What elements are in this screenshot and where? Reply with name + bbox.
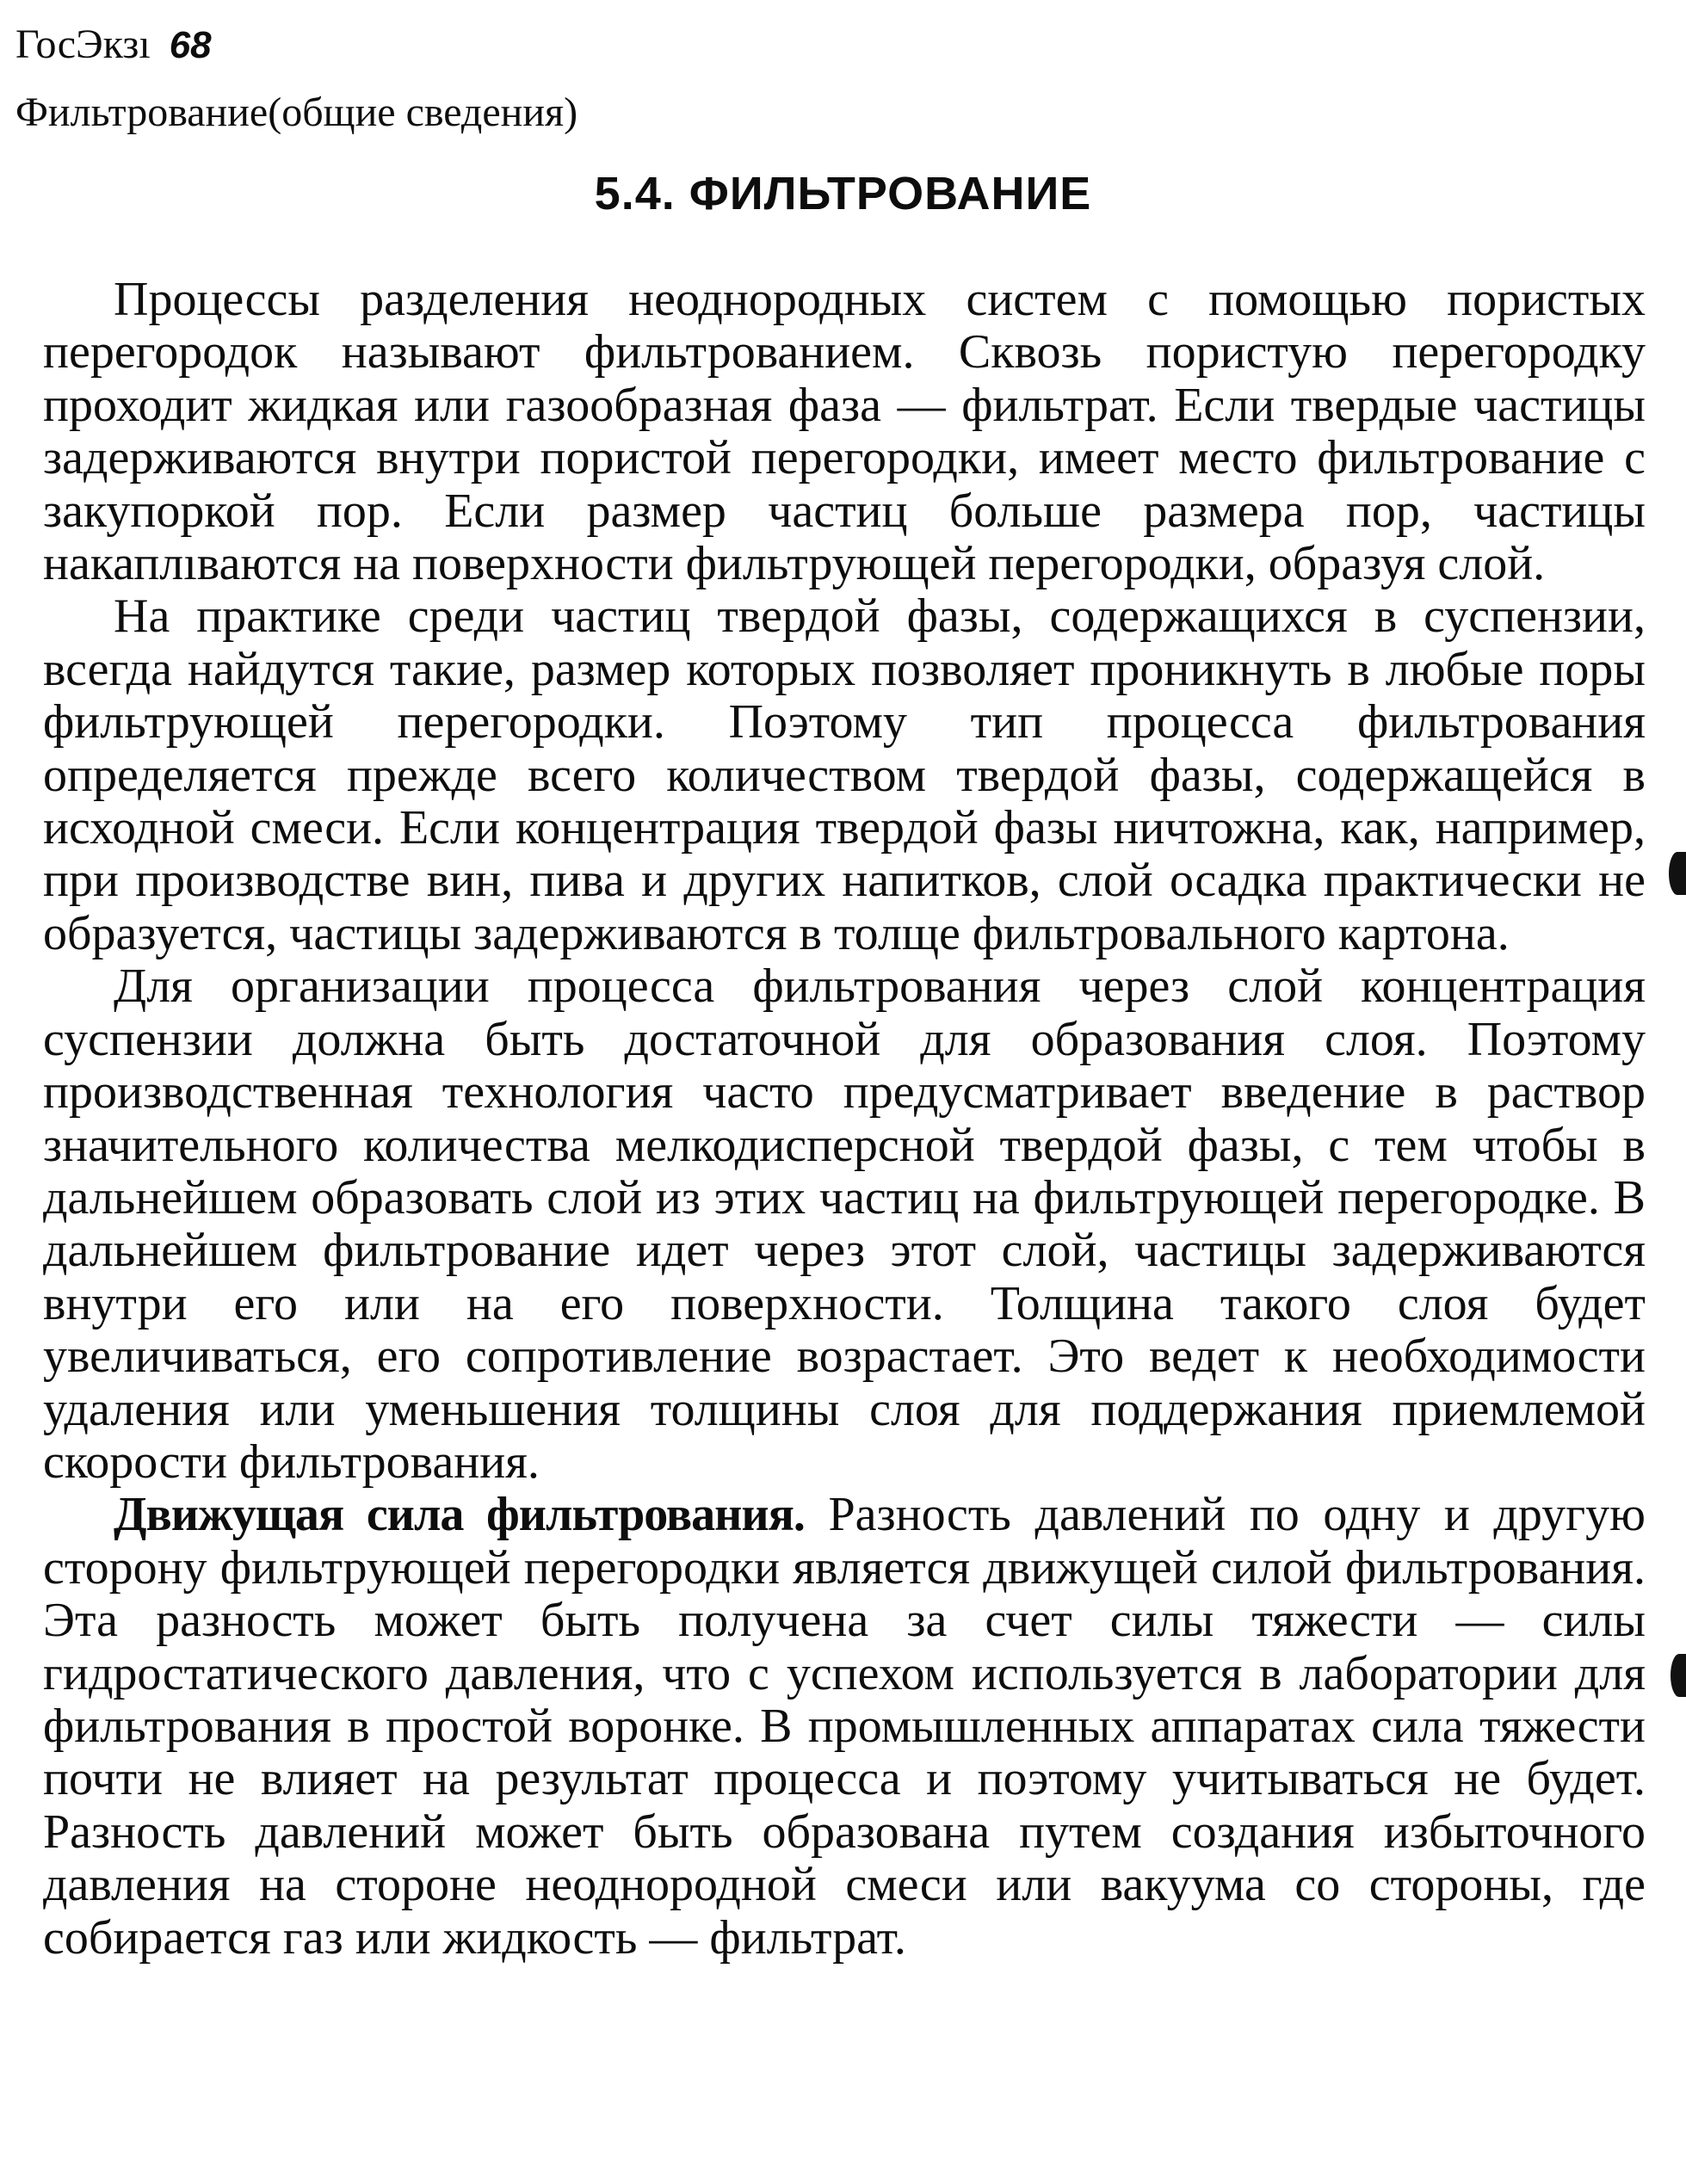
page-header <box>15 19 876 139</box>
running-reference: ГосЭкзı <box>15 22 151 67</box>
header-topic: Фильтрование(общие сведения) <box>15 89 578 135</box>
section-title: 5.4. ФИЛЬТРОВАНИЕ <box>594 168 1092 219</box>
paragraph-2: На практике среди частиц твердой фазы, содержащихся в суспензии, всегда найдутся такие, размер которых позволяет проникнуть в любые поры фильтрующей перегородки. Поэтому тип процесса фильтрования определяется прежде всего количеством твердой фазы, содержащейся в исходной смеси. Если концентрация твердой фазы ничтожна, как, например, при производстве вин, пива и других напитков, слой осадка практически не образуется, частицы задерживаются в толще фильтровального картона. <box>43 589 1646 960</box>
binding-hole-mark <box>1669 852 1686 895</box>
binding-hole-mark <box>1671 1654 1686 1697</box>
header-line <box>15 19 876 71</box>
paragraph-4-text: Разность давлений по одну и другую сторону фильтрующей перегородки является движущей силой фильтрования. Эта разность может быть получена за счет силы тяжести — силы гидростатического давления, что с успехом используется в лаборатории для фильтрования в простой воронке. В промышленных аппаратах сила тяжести почти не влияет на результат процесса и поэтому учитываться не будет. Разность давлений может быть образована путем создания избыточного давления на стороне неоднородной смеси или вакуума со стороны, где собирается газ или жидкость — фильтрат. <box>43 1488 1646 1965</box>
paragraph-4 <box>43 1489 1646 1965</box>
page-number: 68 <box>169 24 212 66</box>
paragraph-4-lead: Движущая сила фильтрования. <box>114 1488 805 1542</box>
paragraph-3: Для организации процесса фильтрования через слой концентрация суспензии должна быть достаточной для образования слоя. Поэтому производственная технология часто предусматривает введение в раствор значительного количества мелкодисперсной твердой фазы, с тем чтобы в дальнейшем образовать слой из этих частиц на фильтрующей перегородке. В дальнейшем фильтрование идет через этот слой, частицы задерживаются внутри его или на его поверхности. Толщина такого слоя будет увеличиваться, его сопротивление возрастает. Это ведет к необходимости удаления или уменьшения толщины слоя для поддержания приемлемой скорости фильтрования. <box>43 959 1646 1489</box>
body-text <box>43 274 1646 1965</box>
paragraph-1: Процессы разделения неоднородных систем с помощью пористых перегородок называют фильтрованием. Сквозь пористую перегородку проходит жидкая или газообразная фаза — фильтрат. Если твердые частицы задерживаются внутри пористой перегородки, имеет место фильтрование с закупоркой пор. Если размер частиц больше размера пор, частицы накаплıваются на поверхности фильтрующей перегородки, образуя слой. <box>43 273 1646 591</box>
